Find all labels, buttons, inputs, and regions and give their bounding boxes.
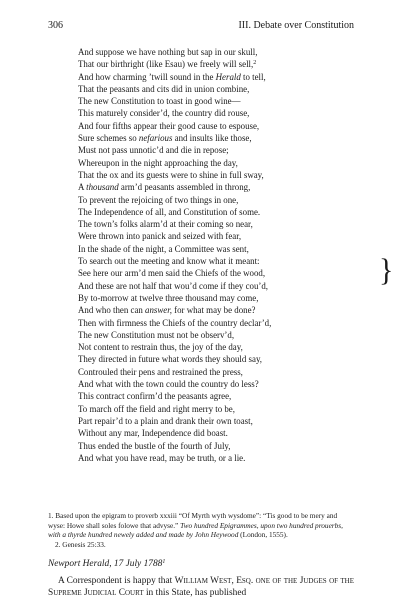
poem-line: To march off the field and right merry to be, xyxy=(78,403,235,414)
poem-line: That the ox and its guests were to shine in full sway, xyxy=(78,169,264,180)
poem-line: A thousand arm’d peasants assembled in throng, xyxy=(78,182,251,193)
running-head: III. Debate over Constitution xyxy=(238,20,354,31)
page-number: 306 xyxy=(48,20,63,31)
poem-line: And these are not half that wou’d come if they cou’d, xyxy=(78,280,269,291)
poem-line: That the peasants and cits did in union combine, xyxy=(78,83,250,94)
poem-line: This contract confirm’d the peasants agree, xyxy=(78,391,232,402)
footnote-marker: 1 xyxy=(162,559,166,565)
poem-line: And how charming ’twill sound in the Herald to tell, xyxy=(78,71,266,82)
poem-line: To search out the meeting and know what it meant: xyxy=(78,256,260,267)
poem-line: The Independence of all, and Constitution of some. xyxy=(78,206,261,217)
poem-line: The town’s folks alarm’d at their coming so near, xyxy=(78,219,253,230)
footnote-marker: 2 xyxy=(253,60,257,67)
poem-line: And four fifths appear their good cause to espouse, xyxy=(78,120,260,131)
poem-line: By to-morrow at twelve three thousand may come, xyxy=(78,292,259,303)
poem-line: They directed in future what words they should say, xyxy=(78,354,263,365)
poem-line: Not content to restrain thus, the joy of the day, xyxy=(78,342,243,353)
footnote-1: 1. Based upon the epigram to proverb xxxiii “Of Myrth wyth wysdome”: “Tis good to be mery and wyse: Howe shall soles folowe that advyse.” Two hundred Epigrammes, upon two hundred prouerbs, with a thyrde hundred newely added and made by John Heywood (London, 1555). xyxy=(48,511,343,540)
body-paragraph: A Correspondent is happy that William West, Esq. one of the Judges of the Supreme Judicial Court in this State, has published xyxy=(48,576,355,599)
poem-line: To prevent the rejoicing of two things in one, xyxy=(78,194,239,205)
poem-line: The new Constitution to toast in good wine— xyxy=(78,96,241,107)
poem-line: Sure schemes so nefarious and insults like those, xyxy=(78,133,252,144)
poem-line: And suppose we have nothing but sap in our skull, xyxy=(78,47,258,57)
poem-line: Thus ended the bustle of the fourth of July, xyxy=(78,440,231,451)
poem-line: Without any mar, Independence did boast. xyxy=(78,428,228,439)
poem-line: The new Constitution must not be observ’d, xyxy=(78,329,235,340)
poem-line: Were thrown into panick and seized with fear, xyxy=(78,231,242,242)
footnotes xyxy=(48,511,354,549)
poem-line: And who then can answer, for what may be done? xyxy=(78,305,256,316)
source-dateline: Newport Herald, 17 July 1788$^1$ xyxy=(48,559,166,569)
poem xyxy=(78,46,394,464)
footnote-2: 2. Genesis 25:33. xyxy=(55,539,106,549)
poem-line: Then with firmness the Chiefs of the country declar’d, xyxy=(78,317,272,328)
poem-line: In the shade of the night, a Committee was sent, xyxy=(78,243,249,254)
poem-line: And what with the town could the country do less? xyxy=(78,379,259,390)
poem-line: Part repair’d to a plain and drank their own toast, xyxy=(78,415,253,426)
poem-line: Whereupon in the night approaching the day, xyxy=(78,157,238,168)
curly-brace-mark: } xyxy=(379,253,394,288)
poem-line: That our birthright (like Esau) we freely will sell,$^2$ xyxy=(78,59,257,70)
poem-line: This maturely consider’d, the country did rouse, xyxy=(78,108,250,119)
poem-line: Must not pass unnotic’d and die in repose; xyxy=(78,145,229,156)
poem-line: See here our arm’d men said the Chiefs of the wood, xyxy=(78,268,266,279)
poem-line: And what you have read, may be truth, or a lie. xyxy=(78,452,246,463)
poem-line: Controuled their pens and restrained the press, xyxy=(78,366,243,377)
page-header xyxy=(48,20,354,34)
